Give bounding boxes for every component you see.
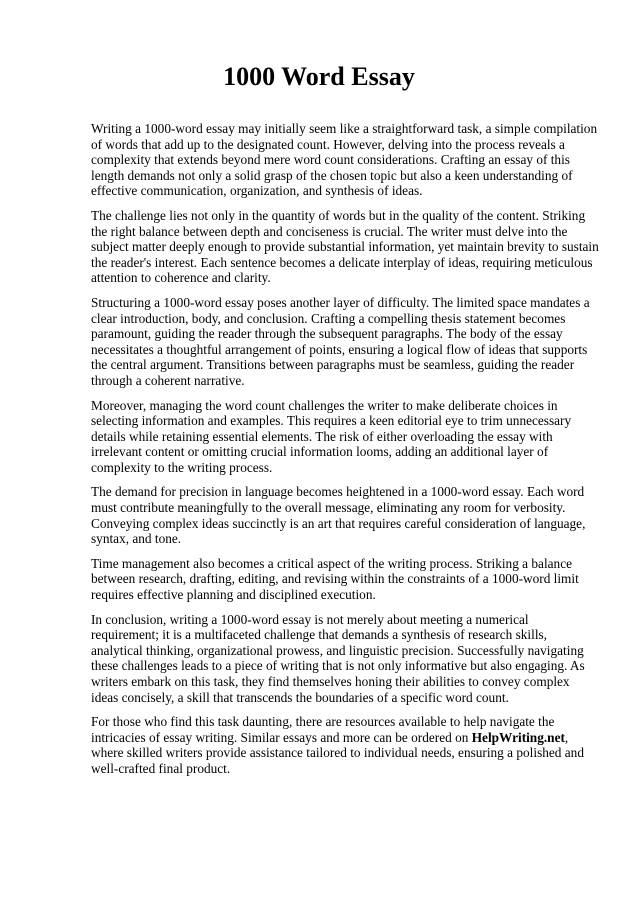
paragraph-6: Time management also becomes a critical aspect of the writing process. Striking a balance between research, drafting, editing, and revising within the constraints of a 1000-word limit requires effective planning and disciplined execution. [91, 555, 579, 603]
paragraph-8-text-before-link: For those who find this task daunting, there are resources available to help navigate the intricacies of essay writing. Similar essays and more can be ordered on [91, 714, 555, 745]
paragraph-8-text-after-link: , where skilled writers provide assistance tailored to individual needs, ensuring a polished and well-crafted final product. [91, 729, 584, 776]
paragraph-2: The challenge lies not only in the quantity of words but in the quality of the content. Striking the right balance between depth and conciseness is crucial. The writer must delve into the subject matter deeply enough to provide substantial information, yet maintain brevity to sustain the reader's interest. Each sentence becomes a delicate interplay of ideas, requiring meticulous attention to coherence and clarity. [91, 207, 599, 286]
paragraph-5: The demand for precision in language becomes heightened in a 1000-word essay. Each word must contribute meaningfully to the overall message, eliminating any room for verbosity. Conveying complex ideas succinctly is an art that requires careful consideration of language, syntax, and tone. [91, 484, 586, 547]
helpwriting-link[interactable]: HelpWriting.net [471, 729, 565, 745]
essay-body [91, 121, 599, 786]
paragraph-7: In conclusion, writing a 1000-word essay is not merely about meeting a numerical requirement; it is a multifaceted challenge that demands a synthesis of research skills, analytical thinking, organizational prowess, and linguistic precision. Successfully navigating these challenges leads to a piece of writing that is not only informative but also engaging. As writers embark on this task, they find themselves honing their abilities to convey complex ideas concisely, a skill that transcends the boundaries of a specific word count. [91, 611, 585, 705]
paragraph-4: Moreover, managing the word count challenges the writer to make deliberate choices in selecting information and examples. This requires a keen editorial eye to trim unnecessary details while retaining essential elements. The risk of either overloading the essay with irrelevant content or omitting crucial information looms, adding an additional layer of complexity to the writing process. [91, 397, 572, 475]
paragraph-3: Structuring a 1000-word essay poses another layer of difficulty. The limited space mandates a clear introduction, body, and conclusion. Crafting a compelling thesis statement becomes paramount, guiding the reader through the subsequent paragraphs. The body of the essay necessitates a thoughtful arrangement of points, ensuring a logical flow of ideas that supports the central argument. Transitions between paragraphs must be seamless, guiding the reader through a coherent narrative. [91, 294, 590, 388]
page-title: 1000 Word Essay [223, 62, 415, 91]
paragraph-8 [91, 714, 599, 776]
paragraph-1: Writing a 1000-word essay may initially seem like a straightforward task, a simple compilation of words that add up to the designated count. However, delving into the process reveals a complexity that extends beyond mere word count considerations. Crafting an essay of this length demands not only a solid grasp of the chosen topic but also a keen understanding of effective communication, organization, and synthesis of ideas. [91, 121, 598, 199]
